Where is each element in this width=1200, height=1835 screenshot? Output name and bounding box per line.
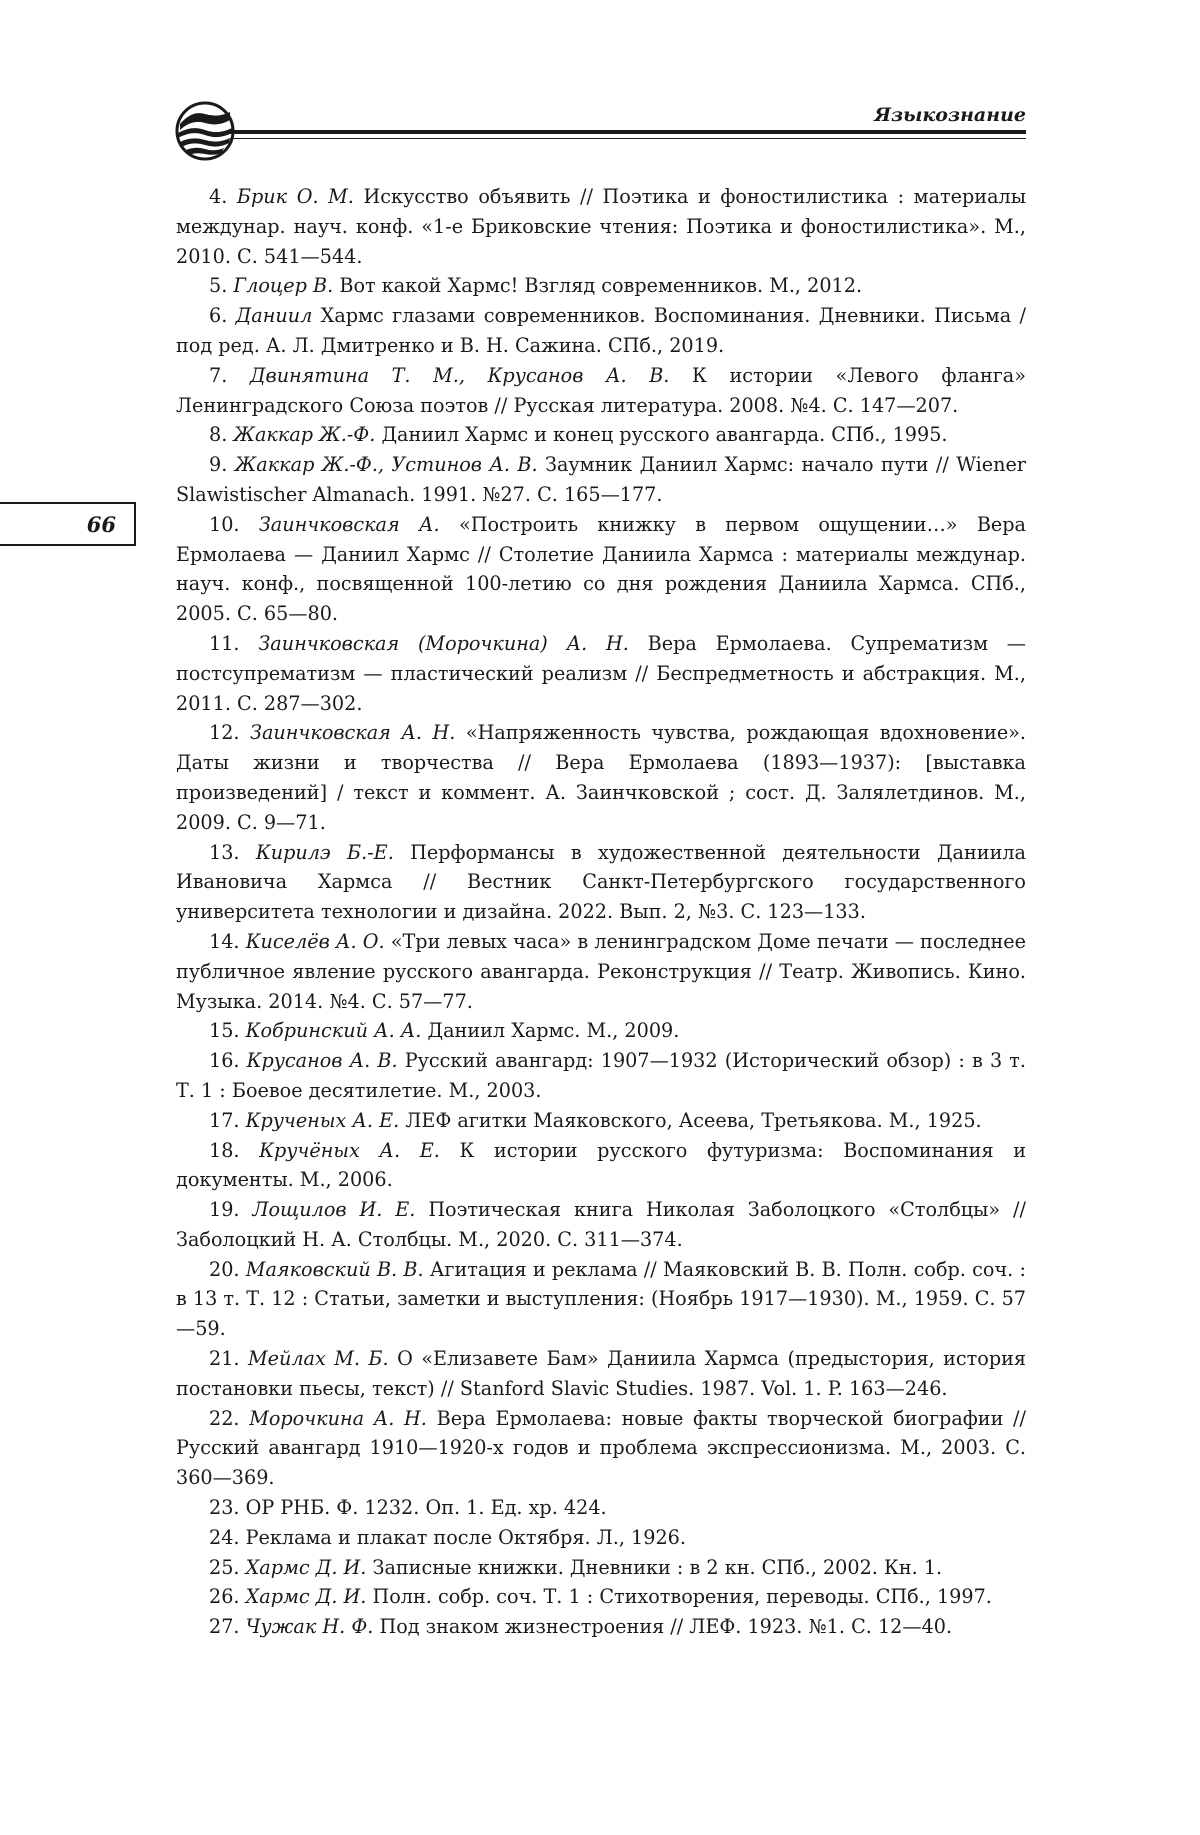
reference-list xyxy=(176,182,1026,1642)
ref-number: 19. xyxy=(209,1198,240,1222)
ref-text: Поэтическая книга Николая Заболоцкого «Столбцы» // Заболоцкий Н. А. Столбцы. М., 2020. С. 311—374. xyxy=(176,1198,1026,1251)
ref-text: Даниил Хармс и конец русского авангарда. СПб., 1995. xyxy=(381,423,948,447)
page-number: 66 xyxy=(86,512,116,537)
reference-item xyxy=(176,271,1026,301)
ref-number: 5. xyxy=(209,274,228,298)
reference-item xyxy=(176,1553,1026,1583)
ref-number: 25. xyxy=(209,1555,240,1579)
ref-author: Заинчковская (Морочкина) А. Н. xyxy=(258,631,629,655)
ref-text: К истории «Левого фланга» Ленинградского Союза поэтов // Русская литература. 2008. №4. С. 147—207. xyxy=(176,363,1026,417)
reference-item xyxy=(176,718,1026,837)
ref-author: Кручёных А. Е. xyxy=(259,1138,440,1162)
header-rule-thin xyxy=(230,138,1026,139)
ref-number: 11. xyxy=(209,631,240,655)
ref-author: Киселёв А. О. xyxy=(245,929,385,953)
header-rule-thick xyxy=(230,130,1026,134)
reference-item xyxy=(176,420,1026,450)
ref-number: 27. xyxy=(209,1615,240,1639)
ref-author: Хармс Д. И. xyxy=(245,1585,367,1609)
reference-item xyxy=(176,1344,1026,1404)
reference-item xyxy=(176,510,1026,629)
ref-number: 15. xyxy=(209,1019,240,1043)
ref-text: Перформансы в художественной деятельности Даниила Ивановича Хармса // Вестник Санкт-Петербургского государственного университета технологии и дизайна. 2022. Вып. 2, №3. С. 123—133. xyxy=(176,840,1026,924)
ref-text: «Построить книжку в первом ощущении…» Вера Ермолаева — Даниил Хармс // Столетие Даниила Хармса : материалы междунар. науч. конф., посвященной 100-летию со дня рождения Даниила Хармса. СПб., 2005. С. 65—80. xyxy=(176,512,1026,626)
ref-number: 7. xyxy=(209,363,228,387)
ref-text: Вот какой Хармс! Взгляд современников. М., 2012. xyxy=(339,274,863,298)
reference-item xyxy=(176,1255,1026,1344)
ref-text: Вера Ермолаева. Супрематизм — постсупрематизм — пластический реализм // Беспредметность и абстракция. М., 2011. С. 287—302. xyxy=(176,631,1026,715)
ref-author: Мейлах М. Б. xyxy=(247,1347,389,1371)
reference-item xyxy=(176,361,1026,421)
ref-text: Русский авангард: 1907—1932 (Исторический обзор) : в 3 т. Т. 1 : Боевое десятилетие. М., 2003. xyxy=(176,1049,1026,1102)
reference-item xyxy=(176,1612,1026,1642)
reference-item xyxy=(176,1195,1026,1255)
reference-item xyxy=(176,182,1026,271)
ref-text: Под знаком жизнестроения // ЛЕФ. 1923. №1. С. 12—40. xyxy=(379,1615,953,1639)
ref-text: Хармс глазами современников. Воспоминания. Дневники. Письма / под ред. А. Л. Дмитренко и В. Н. Сажина. СПб., 2019. xyxy=(176,304,1026,357)
reference-item xyxy=(176,629,1026,718)
reference-item xyxy=(176,1493,1026,1523)
ref-number: 23. xyxy=(209,1496,240,1520)
ref-author: Даниил xyxy=(235,304,313,328)
ref-text: Даниил Хармс. М., 2009. xyxy=(427,1019,680,1043)
ref-author: Крусанов А. В. xyxy=(246,1049,398,1073)
ref-text: Реклама и плакат после Октября. Л., 1926. xyxy=(245,1525,686,1549)
ref-author: Крученых А. Е. xyxy=(245,1108,400,1132)
ref-author: Кирилэ Б.-Е. xyxy=(255,840,394,864)
ref-text: ЛЕФ агитки Маяковского, Асеева, Третьякова. М., 1925. xyxy=(405,1108,982,1132)
reference-item xyxy=(176,450,1026,510)
ref-author: Жаккар Ж.-Ф., Устинов А. В. xyxy=(234,453,538,477)
ref-author: Брик О. М. xyxy=(236,185,354,208)
ref-text: О «Елизавете Бам» Даниила Хармса (предыстория, история постановки пьесы, текст) // Stanford Slavic Studies. 1987. Vol. 1. P. 163—246. xyxy=(176,1347,1027,1400)
reference-item xyxy=(176,1106,1026,1136)
ref-text: Записные книжки. Дневники : в 2 кн. СПб., 2002. Кн. 1. xyxy=(372,1555,943,1579)
ref-text: Агитация и реклама // Маяковский В. В. Полн. собр. соч. : в 13 т. Т. 12 : Статьи, заметки и выступления: (Ноябрь 1917—1930). М., 1959. С. 57—59. xyxy=(176,1257,1027,1341)
reference-item xyxy=(176,1523,1026,1553)
ref-number: 26. xyxy=(209,1585,240,1609)
ref-text: Полн. собр. соч. Т. 1 : Стихотворения, переводы. СПб., 1997. xyxy=(372,1585,992,1609)
ref-author: Лощилов И. Е. xyxy=(252,1198,416,1222)
ref-number: 24. xyxy=(209,1525,240,1549)
reference-item xyxy=(176,1582,1026,1612)
reference-item xyxy=(176,838,1026,927)
ref-number: 21. xyxy=(209,1347,240,1371)
wave-globe-logo-icon xyxy=(174,100,236,162)
reference-item xyxy=(176,1404,1026,1493)
ref-text: «Напряженность чувства, рождающая вдохновение». Даты жизни и творчества // Вера Ермолаева (1893—1937): [выставка произведений] / текст и коммент. А. Заинчковской ; сост. Д. Залялетдинов. М., 2009. С. 9—71. xyxy=(176,721,1027,834)
ref-author: Маяковский В. В. xyxy=(245,1257,424,1281)
ref-text: К истории русского футуризма: Воспоминания и документы. М., 2006. xyxy=(176,1138,1026,1192)
ref-number: 12. xyxy=(209,721,240,745)
ref-author: Хармс Д. И. xyxy=(245,1555,367,1579)
ref-author: Морочкина А. Н. xyxy=(249,1406,427,1430)
ref-text: «Три левых часа» в ленинградском Доме печати — последнее публичное явление русского авангарда. Реконструкция // Театр. Живопись. Кино. Музыка. 2014. №4. С. 57—77. xyxy=(176,929,1026,1013)
ref-text: Вера Ермолаева: новые факты творческой биографии // Русский авангард 1910—1920-х годов и проблема экспрессионизма. М., 2003. С. 360—369. xyxy=(176,1406,1026,1490)
ref-author: Двинятина Т. М., Крусанов А. В. xyxy=(249,363,670,387)
reference-item xyxy=(176,1136,1026,1196)
ref-author: Глоцер В. xyxy=(233,274,334,298)
ref-number: 18. xyxy=(209,1138,240,1162)
ref-author: Чужак Н. Ф. xyxy=(245,1615,374,1639)
ref-number: 4. xyxy=(209,185,228,208)
ref-number: 10. xyxy=(209,512,240,536)
ref-number: 17. xyxy=(209,1108,240,1132)
ref-number: 8. xyxy=(209,423,228,447)
page-number-box xyxy=(0,502,136,546)
reference-item xyxy=(176,1016,1026,1046)
ref-number: 13. xyxy=(209,840,240,864)
ref-number: 22. xyxy=(209,1406,240,1430)
reference-item xyxy=(176,1046,1026,1106)
reference-item xyxy=(176,927,1026,1016)
ref-author: Заинчковская А. Н. xyxy=(250,721,456,745)
ref-text: Искусство объявить // Поэтика и фоностилистика : материалы междунар. науч. конф. «1-е Бриковские чтения: Поэтика и фоностилистика». М., 2010. С. 541—544. xyxy=(176,185,1026,268)
ref-number: 9. xyxy=(209,453,228,477)
ref-number: 6. xyxy=(209,304,228,328)
ref-number: 16. xyxy=(209,1049,240,1073)
ref-author: Заинчковская А. xyxy=(258,512,440,536)
ref-author: Кобринский А. А. xyxy=(245,1019,422,1043)
ref-number: 20. xyxy=(209,1257,240,1281)
ref-text: Заумник Даниил Хармс: начало пути // Wiener Slawistischer Almanach. 1991. №27. С. 165—177. xyxy=(176,453,1026,506)
ref-text: ОР РНБ. Ф. 1232. Оп. 1. Ед. хр. 424. xyxy=(245,1496,607,1520)
reference-item xyxy=(176,301,1026,361)
section-title: Языкознание xyxy=(874,104,1026,126)
ref-author: Жаккар Ж.-Ф. xyxy=(233,423,376,447)
ref-number: 14. xyxy=(209,929,240,953)
